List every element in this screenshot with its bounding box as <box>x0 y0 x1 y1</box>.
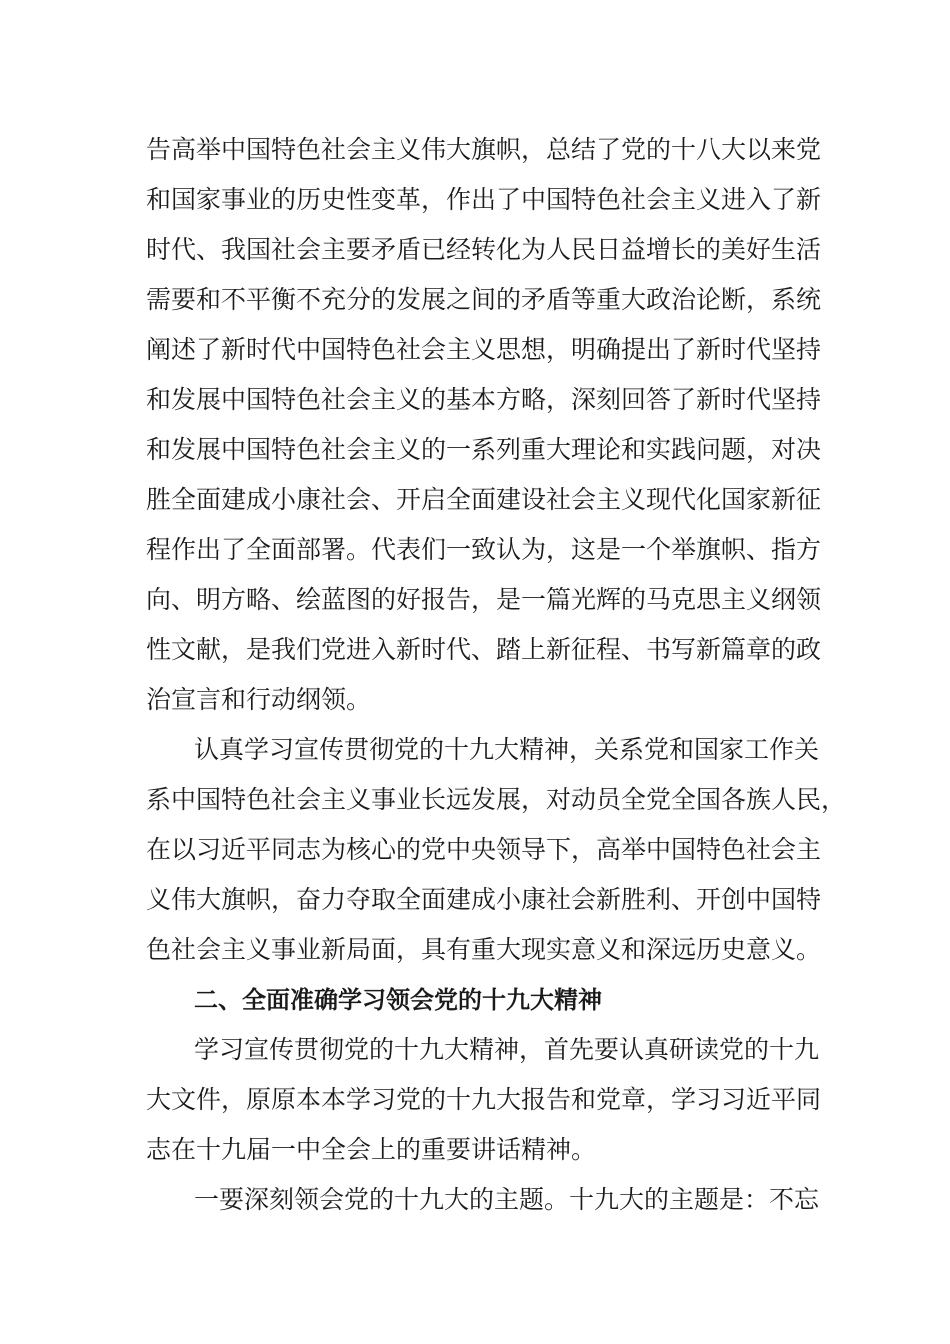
paragraph-line: 阐述了新时代中国特色社会主义思想，明确提出了新时代坚持 <box>146 335 822 364</box>
paragraph-line: 时代、我国社会主要矛盾已经转化为人民日益增长的美好生活 <box>146 235 822 264</box>
paragraph-line: 胜全面建成小康社会、开启全面建设社会主义现代化国家新征 <box>146 485 822 514</box>
paragraph-line: 义伟大旗帜，奋力夺取全面建成小康社会新胜利、开创中国特 <box>146 885 822 914</box>
paragraph-line: 性文献，是我们党进入新时代、踏上新征程、书写新篇章的政 <box>146 635 822 664</box>
paragraph-line: 大文件，原原本本学习党的十九大报告和党章，学习习近平同 <box>146 1085 822 1114</box>
paragraph-line: 认真学习宣传贯彻党的十九大精神，关系党和国家工作关 <box>194 735 820 764</box>
paragraph-line: 志在十九届一中全会上的重要讲话精神。 <box>146 1135 597 1164</box>
paragraph-line: 治宣言和行动纲领。 <box>146 685 372 714</box>
paragraph-line: 学习宣传贯彻党的十九大精神，首先要认真研读党的十九 <box>194 1035 820 1064</box>
section-heading: 二、全面准确学习领会党的十九大精神 <box>194 986 602 1014</box>
paragraph-line: 色社会主义事业新局面，具有重大现实意义和深远历史意义。 <box>146 935 822 964</box>
paragraph-line: 向、明方略、绘蓝图的好报告，是一篇光辉的马克思主义纲领 <box>146 585 822 614</box>
paragraph-line: 一要深刻领会党的十九大的主题。十九大的主题是：不忘 <box>194 1185 820 1214</box>
paragraph-line: 和国家事业的历史性变革，作出了中国特色社会主义进入了新 <box>146 185 822 214</box>
paragraph-line: 告高举中国特色社会主义伟大旗帜，总结了党的十八大以来党 <box>146 135 822 164</box>
paragraph-line: 需要和不平衡不充分的发展之间的矛盾等重大政治论断，系统 <box>146 285 822 314</box>
paragraph-line: 和发展中国特色社会主义的基本方略，深刻回答了新时代坚持 <box>146 385 822 414</box>
paragraph-line: 在以习近平同志为核心的党中央领导下，高举中国特色社会主 <box>146 835 822 864</box>
paragraph-line: 系中国特色社会主义事业长远发展，对动员全党全国各族人民， <box>146 785 847 814</box>
paragraph-line: 程作出了全面部署。代表们一致认为，这是一个举旗帜、指方 <box>146 535 822 564</box>
paragraph-line: 和发展中国特色社会主义的一系列重大理论和实践问题，对决 <box>146 435 822 464</box>
